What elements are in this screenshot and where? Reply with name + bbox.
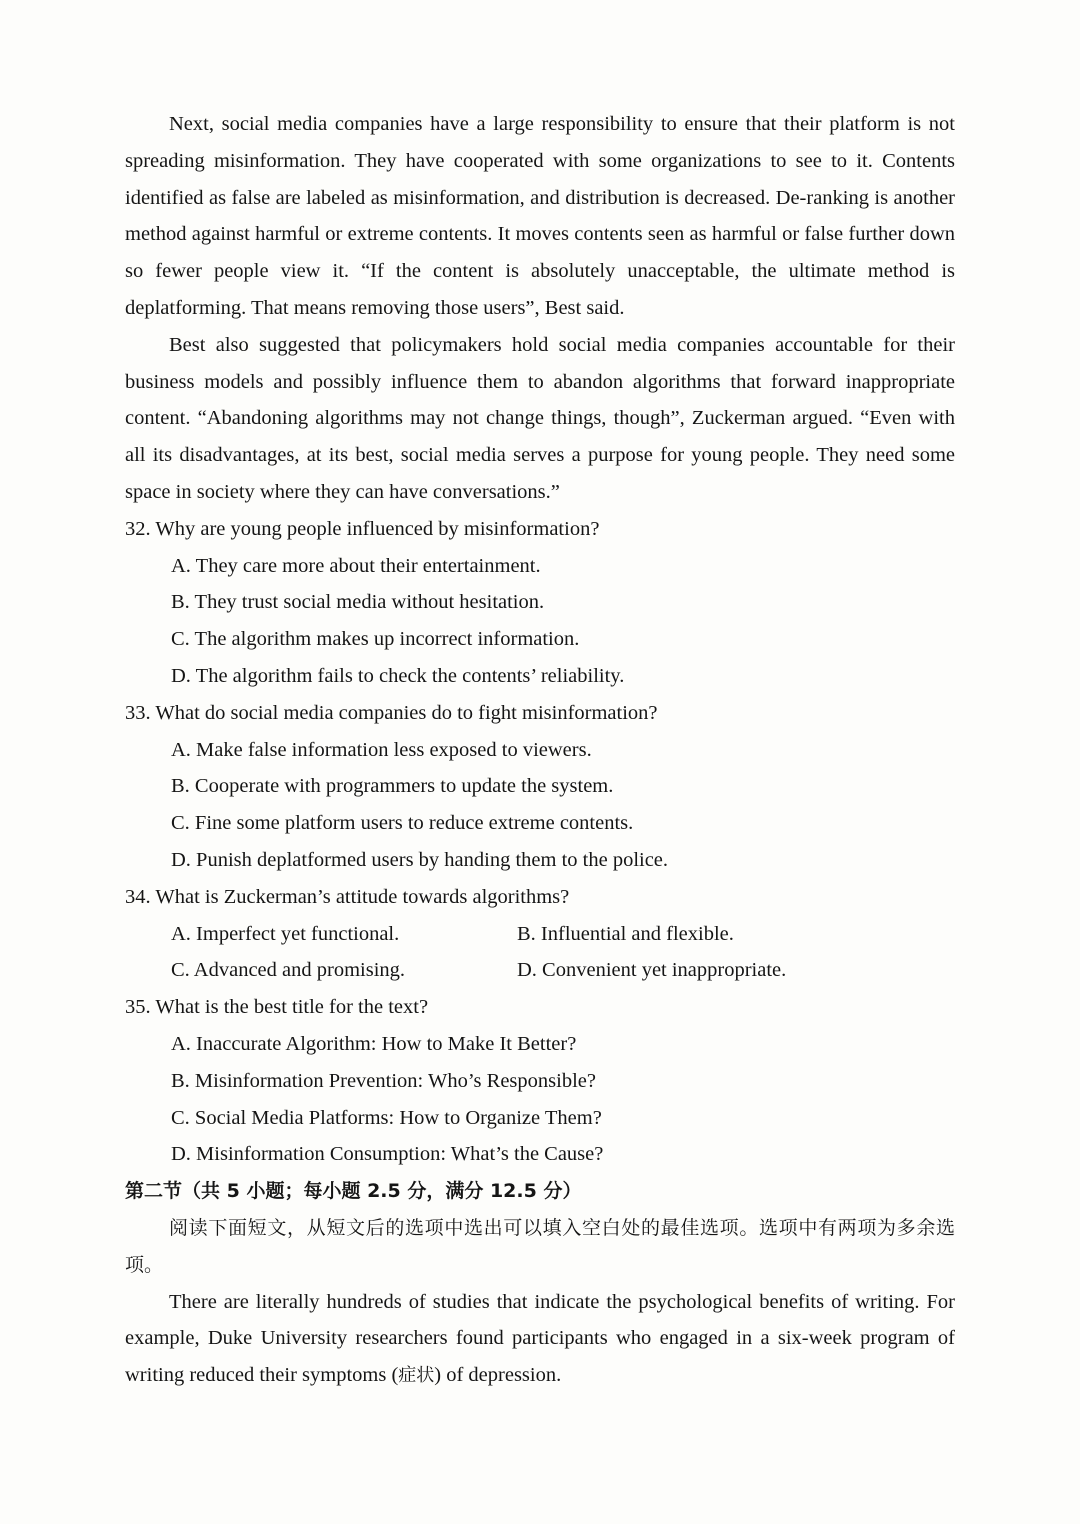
- option-row: [171, 952, 955, 989]
- option-c: C. The algorithm makes up incorrect information.: [171, 628, 580, 651]
- question-35: [125, 989, 955, 1173]
- question-32: [125, 511, 955, 695]
- chinese-gloss: 症状: [398, 1365, 435, 1387]
- option-c: C. Advanced and promising.: [171, 959, 406, 982]
- question-34: [125, 879, 955, 989]
- option-b: B. They trust social media without hesitation.: [171, 591, 545, 614]
- option-b: B. Cooperate with programmers to update the system.: [171, 775, 614, 798]
- option-d: D. Punish deplatformed users by handing them to the police.: [171, 848, 669, 871]
- section-heading: 第二节（共 5 小题；每小题 2.5 分，满分 12.5 分）: [125, 1180, 582, 1203]
- question-33: [125, 695, 955, 879]
- page-body: [125, 106, 955, 1395]
- question-stem: 35. What is the best title for the text?: [125, 996, 429, 1019]
- question-stem: 34. What is Zuckerman’s attitude towards algorithms?: [125, 885, 570, 908]
- passage-paragraph-2: Best also suggested that policymakers hold social media companies accountable for their business models and possibly influence them to abandon algorithms that forward inappropriate content. “Abandoning algorithms may not change things, though”, Zuckerman argued. “Even with all its disadvantages, at its best, social media serves a purpose for young people. They need some space in society where they can have conversations.”: [125, 333, 955, 503]
- option-d: D. The algorithm fails to check the contents’ reliability.: [171, 664, 625, 687]
- option-a: A. They care more about their entertainment.: [171, 554, 541, 577]
- section2-paragraph-1: [125, 1284, 955, 1395]
- passage-paragraph-1: Next, social media companies have a large responsibility to ensure that their platform is not spreading misinformation. They have cooperated with some organizations to see to it. Contents identified as false are labeled as misinformation, and distribution is decreased. De-ranking is another method against harmful or extreme contents. It moves contents seen as harmful or false further down so fewer people view it. “If the content is absolutely unacceptable, the ultimate method is deplatforming. That means removing those users”, Best said.: [125, 113, 955, 319]
- paragraph-text-end: ) of depression.: [434, 1364, 562, 1387]
- option-c: C. Social Media Platforms: How to Organize Them?: [171, 1106, 602, 1129]
- section-instruction: 阅读下面短文，从短文后的选项中选出可以填入空白处的最佳选项。选项中有两项为多余选项。: [125, 1216, 955, 1276]
- option-d: D. Misinformation Consumption: What’s the Cause?: [171, 1143, 604, 1166]
- option-row: [171, 916, 955, 953]
- option-a: A. Imperfect yet functional.: [171, 922, 400, 945]
- option-a: A. Make false information less exposed to viewers.: [171, 738, 592, 761]
- paragraph-text-start: There are literally hundreds of studies that indicate the psychological benefits of writing. For example, Duke University researchers found participants who engaged in a six-week program of writing reduced their symptoms (: [125, 1290, 955, 1387]
- question-stem: 32. Why are young people influenced by misinformation?: [125, 517, 600, 540]
- question-stem: 33. What do social media companies do to fight misinformation?: [125, 701, 658, 724]
- option-a: A. Inaccurate Algorithm: How to Make It Better?: [171, 1032, 577, 1055]
- option-d: D. Convenient yet inappropriate.: [517, 959, 787, 982]
- option-b: B. Misinformation Prevention: Who’s Responsible?: [171, 1069, 596, 1092]
- option-c: C. Fine some platform users to reduce extreme contents.: [171, 812, 634, 835]
- option-b: B. Influential and flexible.: [517, 922, 734, 945]
